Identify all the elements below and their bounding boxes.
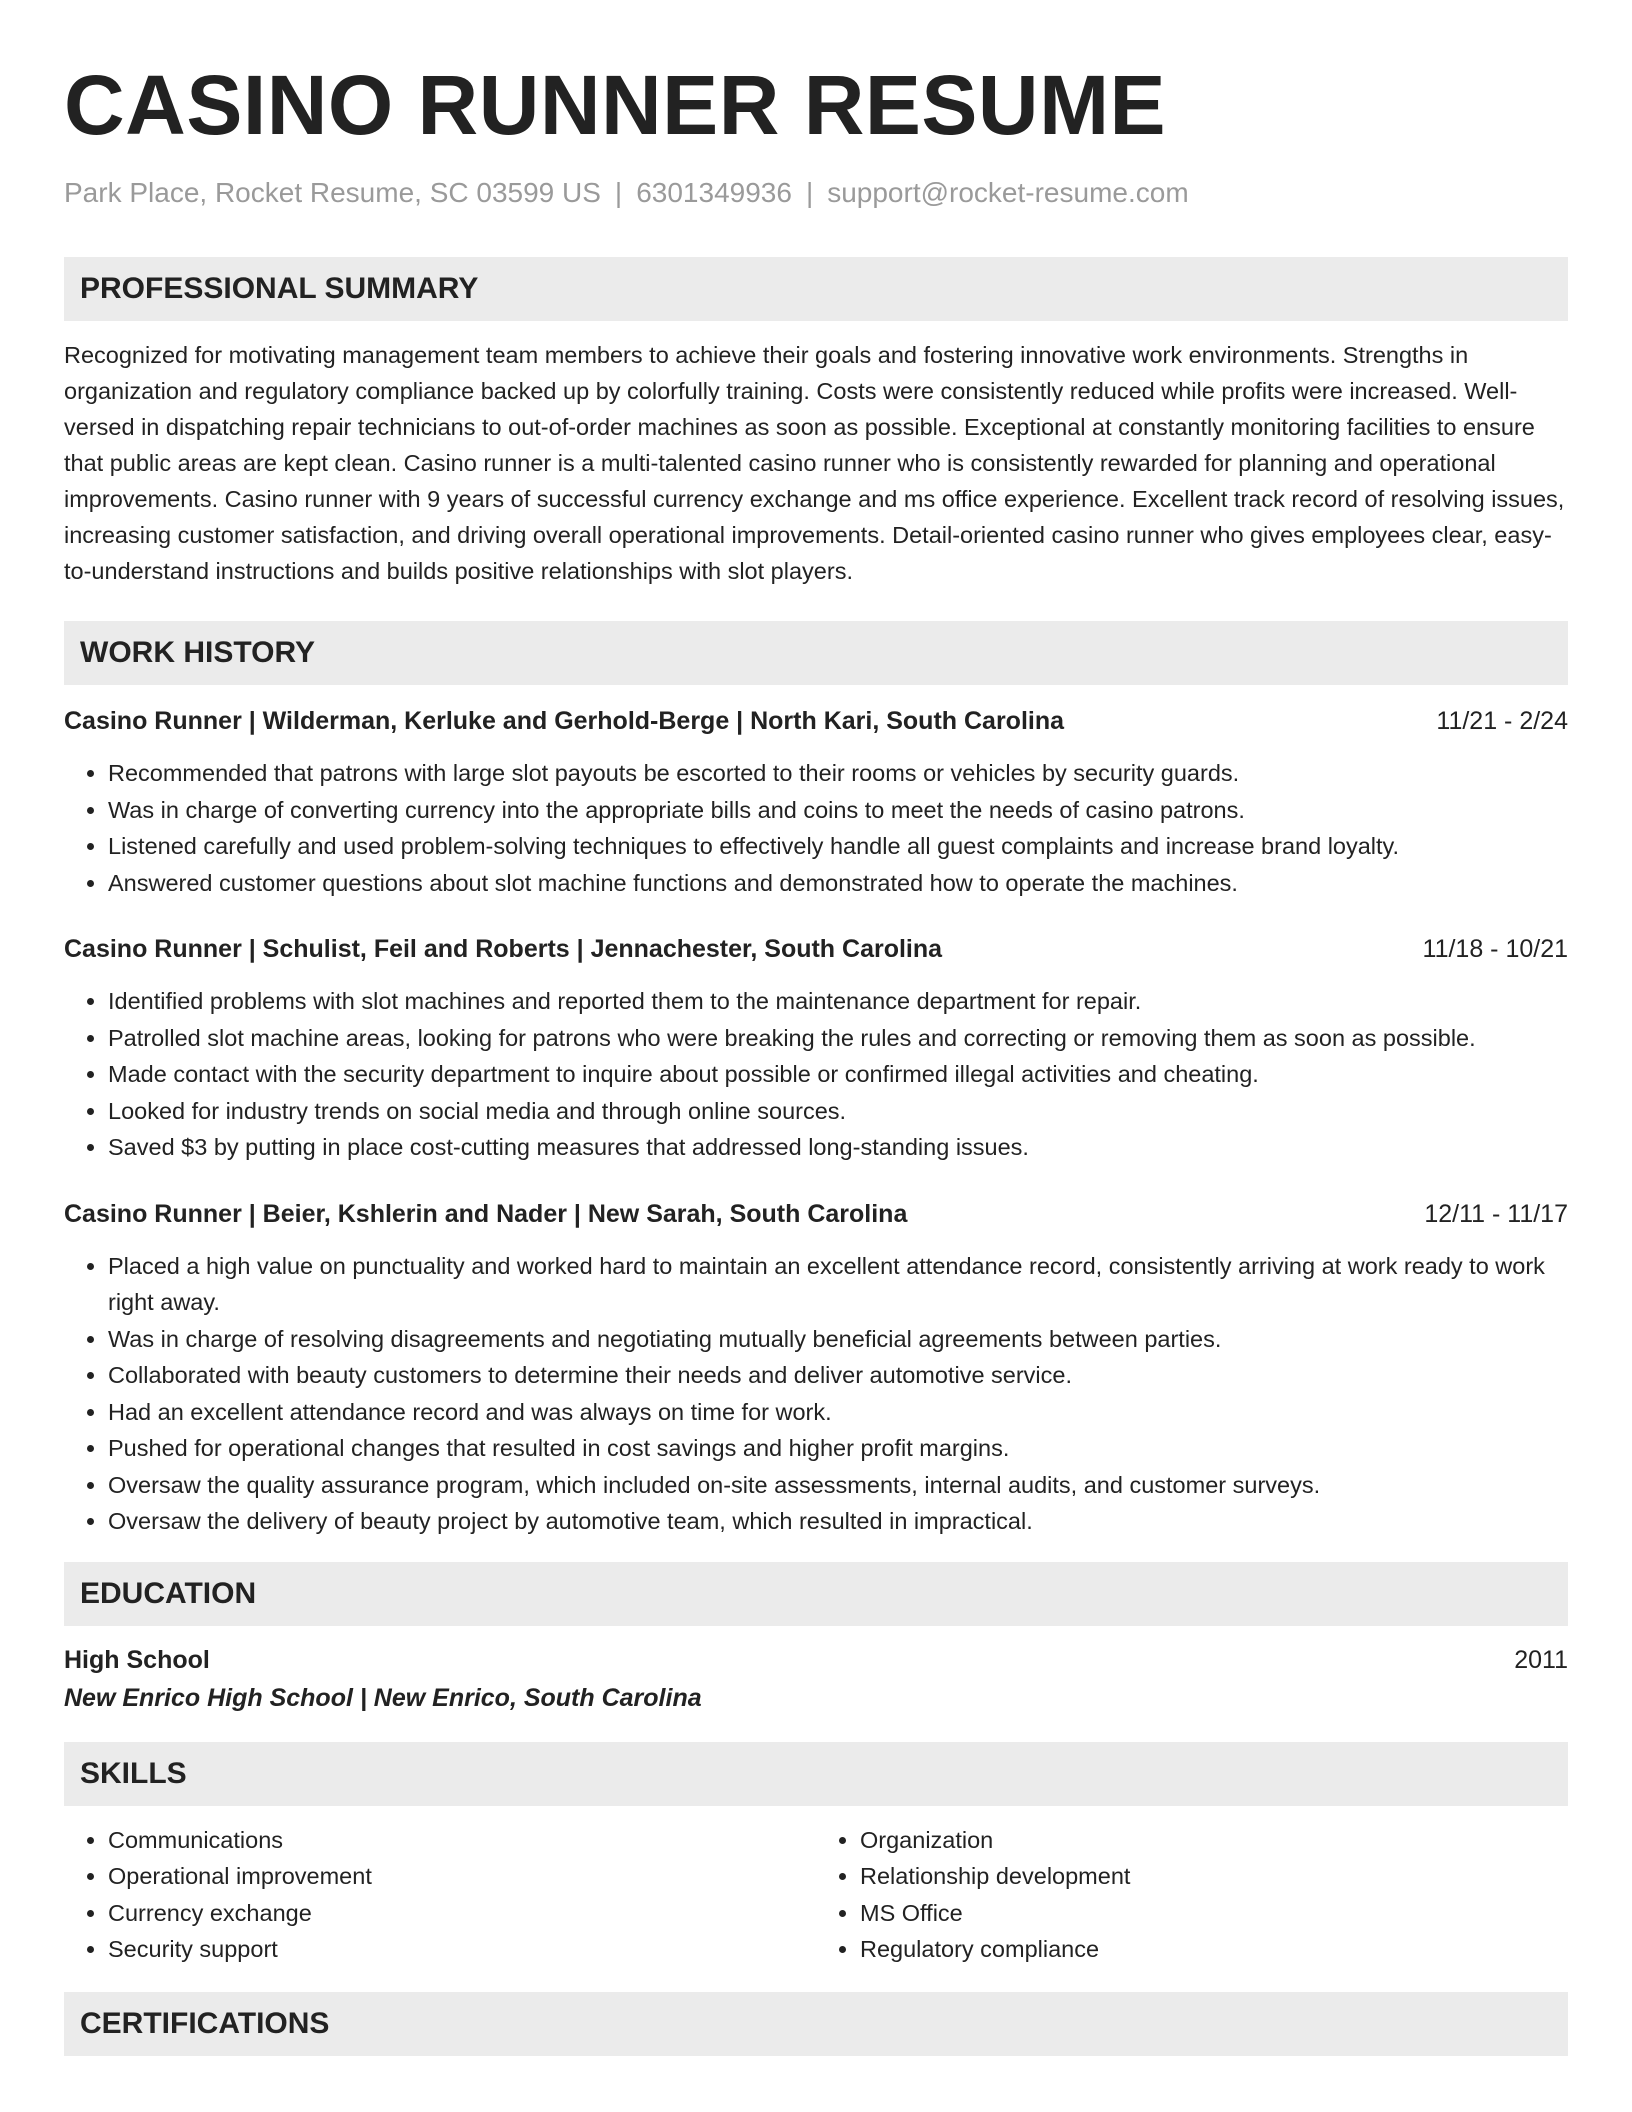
certifications-heading: CERTIFICATIONS [64, 1992, 1568, 2056]
job-dates: 11/18 - 10/21 [1422, 935, 1568, 963]
job-bullet: • Oversaw the quality assurance program, which included on-site assessments, internal audits, and customer surveys. [108, 1467, 1568, 1504]
job-bullet: • Patrolled slot machine areas, looking for patrons who were breaking the rules and correcting or removing them as soon as possible. [108, 1020, 1568, 1057]
skills-heading: SKILLS [64, 1742, 1568, 1806]
skill-item: • Organization [860, 1822, 1568, 1859]
skill-item: • MS Office [860, 1895, 1568, 1932]
work-history-heading: WORK HISTORY [64, 621, 1568, 685]
resume-title: CASINO RUNNER RESUME [64, 58, 1167, 152]
job-title: Casino Runner | Beier, Kshlerin and Nader | New Sarah, South Carolina [64, 1199, 908, 1228]
degree-title: High School [64, 1645, 210, 1674]
job-title: Casino Runner | Wilderman, Kerluke and Gerhold-Berge | North Kari, South Carolina [64, 707, 1065, 735]
skill-item: • Currency exchange [108, 1895, 816, 1932]
job-header [64, 931, 1568, 967]
skill-item: • Security support [108, 1931, 816, 1968]
skills-column-left [64, 1822, 816, 1968]
contact-line [64, 176, 1568, 210]
contact-separator: | [614, 177, 623, 208]
job-header [64, 703, 1568, 739]
skills-list [64, 1822, 1568, 1968]
job-bullet: • Listened carefully and used problem-solving techniques to effectively handle all guest complaints and increase brand loyalty. [108, 828, 1568, 865]
job-header [64, 1196, 1568, 1232]
skill-item: • Relationship development [860, 1858, 1568, 1895]
summary-text: Recognized for motivating management team members to achieve their goals and fostering innovative work environments. Strengths in organization and regulatory compliance backed up by colorfully training. Costs were consistently reduced while profits were increased. Well-versed in dispatching repair technicians to out-of-order machines as soon as possible. Exceptional at constantly monitoring facilities to ensure that public areas are kept clean. Casino runner is a multi-talented casino runner who is consistently rewarded for planning and operational improvements. Casino runner with 9 years of successful currency exchange and ms office experience. Excellent track record of resolving issues, increasing customer satisfaction, and driving overall operational improvements. Detail-oriented casino runner who gives employees clear, easy-to-understand instructions and builds positive relationships with slot players. [64, 342, 1565, 584]
job-bullet: • Collaborated with beauty customers to determine their needs and deliver automotive service. [108, 1357, 1568, 1394]
job-entry [64, 931, 1568, 1166]
skills-column-right [816, 1822, 1568, 1968]
job-dates: 11/21 - 2/24 [1436, 707, 1568, 735]
email-link[interactable]: support@rocket-resume.com [827, 177, 1189, 208]
education-heading: EDUCATION [64, 1562, 1568, 1626]
job-title: Casino Runner | Schulist, Feil and Roberts | Jennachester, South Carolina [64, 935, 943, 963]
job-bullet: • Saved $3 by putting in place cost-cutting measures that addressed long-standing issues. [108, 1129, 1568, 1166]
skill-item: • Operational improvement [108, 1858, 816, 1895]
job-bullet: • Recommended that patrons with large slot payouts be escorted to their rooms or vehicles by security guards. [108, 755, 1568, 792]
education-year: 2011 [1514, 1645, 1568, 1674]
job-bullets [64, 983, 1568, 1166]
contact-separator: | [805, 177, 814, 208]
job-bullet: • Looked for industry trends on social media and through online sources. [108, 1093, 1568, 1130]
phone-text: 6301349936 [636, 177, 792, 208]
job-bullet: • Pushed for operational changes that resulted in cost savings and higher profit margins. [108, 1430, 1568, 1467]
education-header [64, 1642, 1568, 1678]
job-bullet: • Placed a high value on punctuality and worked hard to maintain an excellent attendance record, consistently arriving at work ready to work right away. [108, 1248, 1568, 1321]
job-entry [64, 1196, 1568, 1540]
job-bullet: • Made contact with the security department to inquire about possible or confirmed illegal activities and cheating. [108, 1056, 1568, 1093]
job-entry [64, 703, 1568, 901]
school-name: New Enrico High School | New Enrico, South Carolina [64, 1683, 702, 1712]
address-text: Park Place, Rocket Resume, SC 03599 US [64, 177, 601, 208]
job-dates: 12/11 - 11/17 [1424, 1199, 1568, 1228]
job-bullet: • Had an excellent attendance record and was always on time for work. [108, 1394, 1568, 1431]
job-bullet: • Oversaw the delivery of beauty project by automotive team, which resulted in impractical. [108, 1503, 1568, 1540]
job-bullet: • Identified problems with slot machines and reported them to the maintenance department for repair. [108, 983, 1568, 1020]
job-bullet: • Answered customer questions about slot machine functions and demonstrated how to operate the machines. [108, 865, 1568, 902]
job-bullets [64, 755, 1568, 901]
skill-item: • Regulatory compliance [860, 1931, 1568, 1968]
job-bullets [64, 1248, 1568, 1540]
job-bullet: • Was in charge of resolving disagreements and negotiating mutually beneficial agreements between parties. [108, 1321, 1568, 1358]
job-bullet: • Was in charge of converting currency into the appropriate bills and coins to meet the needs of casino patrons. [108, 792, 1568, 829]
summary-heading: PROFESSIONAL SUMMARY [64, 257, 1568, 321]
education-entry [64, 1642, 1568, 1718]
skill-item: • Communications [108, 1822, 816, 1859]
